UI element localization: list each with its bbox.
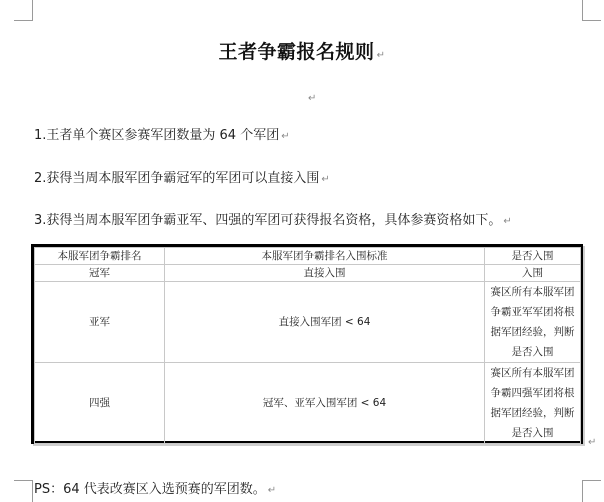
rule-paragraph-1[interactable] [34,124,290,143]
header-cell-rank[interactable]: 本服军团争霸排名 [35,248,165,265]
header-cell-qualified[interactable]: 是否入围 [485,248,581,265]
ps-note-paragraph[interactable] [34,478,276,497]
table-row [35,363,581,444]
crop-mark-bottom-left [14,480,33,502]
ps-note-text: PS：64 代表改赛区入选预赛的军团数。 [34,482,266,497]
table-cell[interactable]: 赛区所有本服军团争霸亚军军团将根据军团经验，判断是否入围 [485,282,581,363]
empty-paragraph[interactable] [306,86,316,105]
rule-text: 2.获得当周本服军团争霸冠军的军团可以直接入围 [34,171,320,186]
header-cell-standard[interactable]: 本服军团争霸排名入围标准 [165,248,485,265]
table-cell[interactable]: 四强 [35,363,165,444]
crop-mark-top-right [582,0,601,21]
paragraph-mark: ↵ [281,131,290,142]
rule-text: 1.王者单个赛区参赛军团数量为 64 个军团 [34,128,280,143]
document-title[interactable] [0,37,604,64]
table-cell[interactable]: 冠军、亚军入围军团 < 64 [165,363,485,444]
paragraph-mark: ↵ [321,174,330,185]
rule-paragraph-3[interactable] [34,209,512,228]
table-cell[interactable]: 入围 [485,265,581,282]
qualification-table-frame [31,244,583,444]
table-row [35,282,581,363]
table-cell[interactable]: 亚军 [35,282,165,363]
qualification-table [34,247,581,444]
table-cell[interactable]: 赛区所有本服军团争霸四强军团将根据军团经验，判断是否入围 [485,363,581,444]
paragraph-mark: ↵ [376,50,386,61]
paragraph-mark: ↵ [308,93,317,104]
table-row [35,265,581,282]
table-cell[interactable]: 直接入围 [165,265,485,282]
table-header-row [35,248,581,265]
table-cell[interactable]: 直接入围军团 < 64 [165,282,485,363]
rule-paragraph-2[interactable] [34,167,330,186]
paragraph-mark: ↵ [588,437,597,448]
rule-text: 3.获得当周本服军团争霸亚军、四强的军团可获得报名资格，具体参赛资格如下。 [34,213,502,228]
crop-mark-top-left [14,0,33,21]
table-end-mark [586,430,596,449]
paragraph-mark: ↵ [503,216,512,227]
table-cell[interactable]: 冠军 [35,265,165,282]
document-title-text: 王者争霸报名规则 [218,41,375,63]
paragraph-mark: ↵ [267,485,277,496]
crop-mark-bottom-right [582,480,601,502]
